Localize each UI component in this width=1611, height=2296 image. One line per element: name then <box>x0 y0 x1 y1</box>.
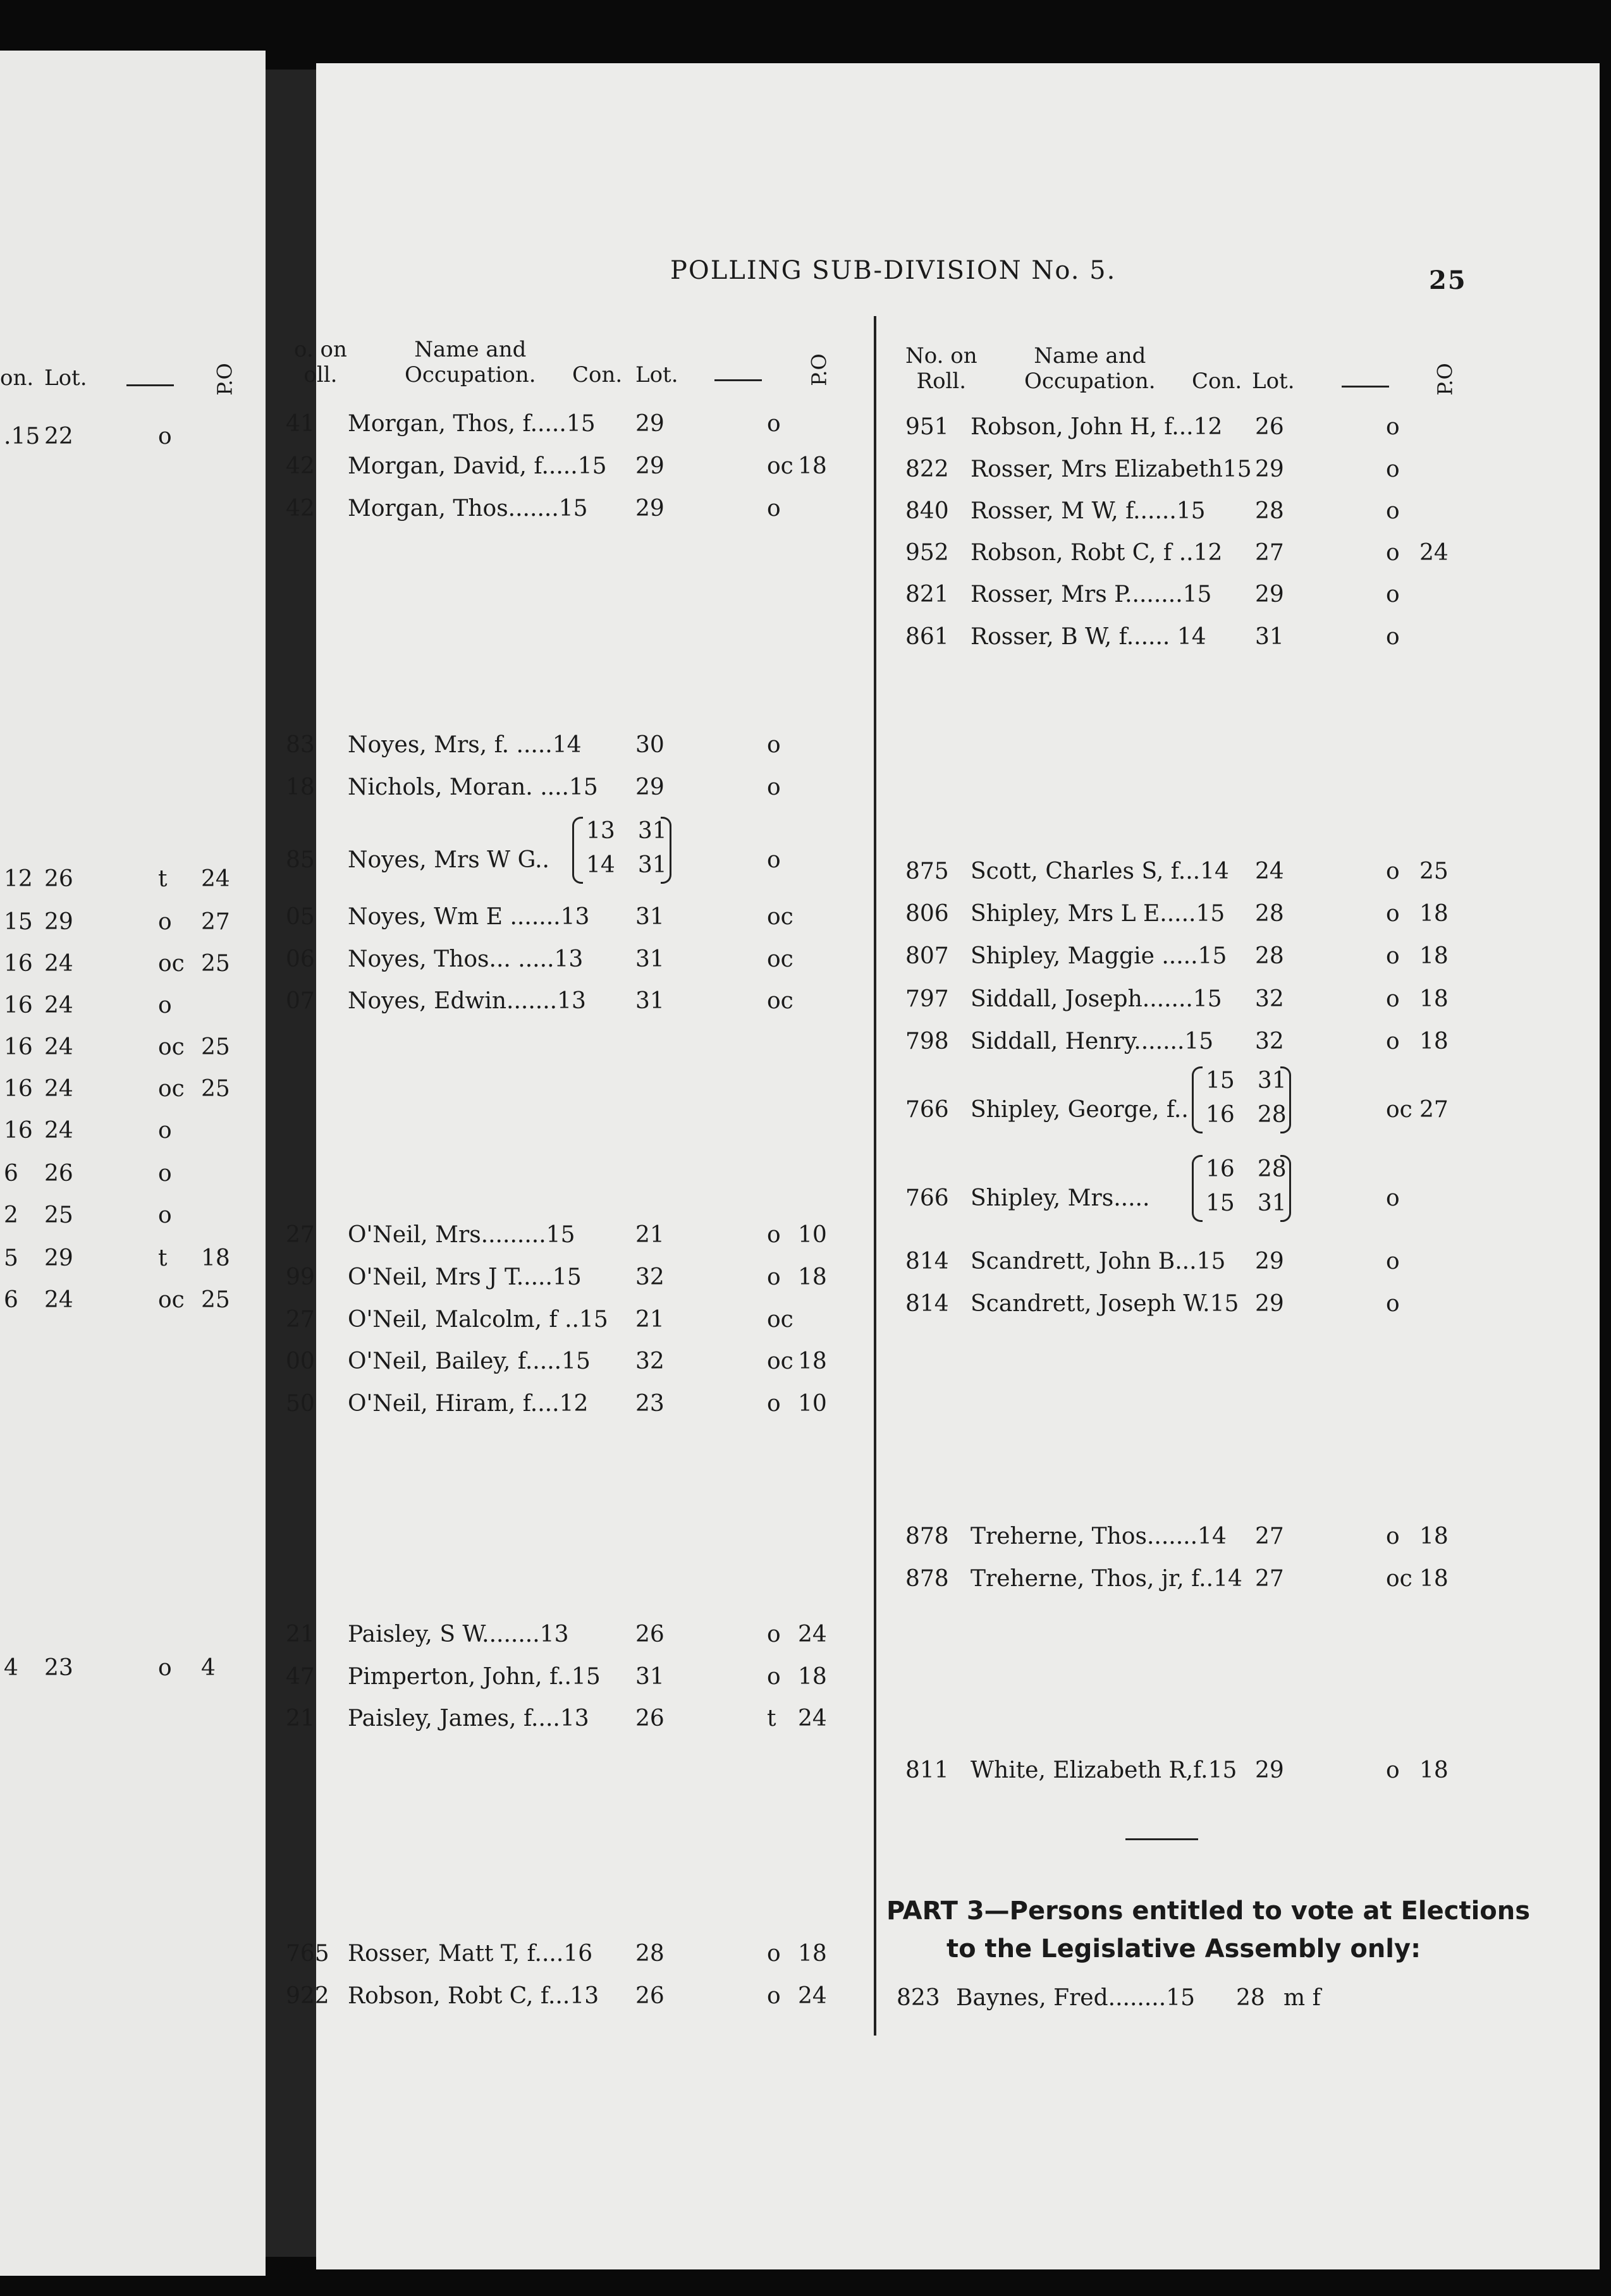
con-cell: 16 <box>4 992 33 1018</box>
po-cell: 18 <box>1419 1566 1449 1592</box>
status-cell: o <box>1386 858 1400 884</box>
con-cell: 15 <box>1206 1190 1235 1216</box>
name-occupation: Morgan, Thos, f.....15 <box>348 411 596 437</box>
roll-number: 41 <box>286 411 315 437</box>
po-cell: 25 <box>201 1034 230 1060</box>
part3-title-line2: to the Legislative Assembly only: <box>946 1934 1421 1963</box>
status-cell: o <box>767 411 781 437</box>
name-occupation: Scandrett, Joseph W.15 <box>971 1291 1239 1317</box>
lot-cell: 29 <box>1255 1757 1284 1783</box>
brace-left <box>572 817 583 884</box>
lot-cell: 32 <box>635 1264 665 1290</box>
status-cell: o <box>1386 1291 1400 1317</box>
lot-cell: 23 <box>635 1391 665 1417</box>
left-col-po-header: P.O <box>212 363 237 396</box>
roll-number: 766 <box>905 1097 949 1123</box>
name-occupation: O'Neil, Malcolm, f ..15 <box>348 1307 608 1333</box>
status-cell: o <box>767 1983 781 2009</box>
lot-cell: 29 <box>44 909 73 935</box>
status-cell: oc <box>767 904 793 930</box>
status-cell: o <box>1386 1757 1400 1783</box>
lot-cell: 21 <box>635 1307 665 1333</box>
status-cell: oc <box>1386 1097 1412 1123</box>
roll-number: 951 <box>905 414 949 440</box>
name-occupation: Noyes, Edwin.......13 <box>348 988 586 1014</box>
right-col-name-label: Name and Occupation. <box>1024 343 1156 394</box>
roll-number: 952 <box>905 540 949 566</box>
con-cell: 16 <box>1206 1156 1235 1182</box>
right-col-po-header: P.O <box>1433 363 1457 396</box>
status-cell: oc <box>158 1076 185 1102</box>
name-occupation: O'Neil, Hiram, f....12 <box>348 1391 589 1417</box>
po-cell: 25 <box>1419 858 1449 884</box>
status-cell: t <box>767 1706 776 1731</box>
con-cell: 16 <box>1206 1102 1235 1128</box>
roll-number: 814 <box>905 1249 949 1274</box>
lot-cell: 28 <box>1255 498 1284 524</box>
status-cell: o <box>1386 901 1400 927</box>
con-lot-pair <box>1206 1068 1287 1094</box>
lot-cell: 30 <box>635 732 665 758</box>
lot-cell: 31 <box>1257 1068 1287 1094</box>
lot-cell: 31 <box>635 946 665 972</box>
roll-number: 50 <box>286 1391 315 1417</box>
roll-number: 806 <box>905 901 949 927</box>
con-lot-pair <box>1206 1156 1287 1182</box>
section-separator <box>1125 1838 1198 1840</box>
name-occupation: Rosser, Matt T, f....16 <box>348 1941 593 1967</box>
roll-number: 85 <box>286 847 315 873</box>
po-cell: 4 <box>201 1655 216 1681</box>
po-cell: 27 <box>201 909 230 935</box>
roll-number: 07 <box>286 988 315 1014</box>
name-occupation: Robson, Robt C, f...13 <box>348 1983 599 2009</box>
po-cell: 27 <box>1419 1097 1449 1123</box>
po-cell: 18 <box>798 1348 827 1374</box>
roll-number: 27 <box>286 1307 315 1333</box>
lot-cell: 26 <box>1255 414 1284 440</box>
mid-col-po-header: P.O <box>807 353 831 386</box>
lot-cell: 29 <box>635 774 665 800</box>
name-occupation: Siddall, Joseph.......15 <box>971 986 1222 1012</box>
status-cell: o <box>767 732 781 758</box>
name-occupation: Scandrett, John B...15 <box>971 1249 1226 1274</box>
name-occupation: Shipley, George, f.. <box>971 1097 1189 1123</box>
status-cell: oc <box>158 1034 185 1060</box>
status-cell: oc <box>767 946 793 972</box>
lot-cell: 31 <box>1255 624 1284 650</box>
name-occupation: Robson, John H, f...12 <box>971 414 1223 440</box>
name-occupation: Paisley, James, f....13 <box>348 1706 589 1731</box>
con-cell: 16 <box>4 1118 33 1144</box>
roll-number: 05 <box>286 904 315 930</box>
lot-cell: 29 <box>1255 582 1284 608</box>
con-cell: 2 <box>4 1202 18 1228</box>
lot-cell: 29 <box>635 411 665 437</box>
roll-number: 823 <box>897 1985 940 2011</box>
lot-cell: 29 <box>1255 1291 1284 1317</box>
lot-cell: 31 <box>1257 1190 1287 1216</box>
po-cell: 18 <box>1419 943 1449 969</box>
name-occupation: Siddall, Henry.......15 <box>971 1029 1214 1054</box>
con-lot-pair <box>586 852 667 878</box>
name-occupation: Rosser, Mrs Elizabeth15 <box>971 456 1252 482</box>
name-occupation: O'Neil, Mrs.........15 <box>348 1222 575 1248</box>
lot-cell: 25 <box>44 1202 73 1228</box>
con-cell: 15 <box>4 909 33 935</box>
status-cell: o <box>767 1391 781 1417</box>
status-cell: oc <box>767 1348 793 1374</box>
lot-cell: 26 <box>44 866 73 892</box>
name-occupation: Treherne, Thos.......14 <box>971 1524 1227 1549</box>
status-cell: t <box>158 866 168 892</box>
con-cell: 12 <box>4 866 33 892</box>
page-number: 25 <box>1429 266 1467 295</box>
roll-number: 878 <box>905 1524 949 1549</box>
lot-cell: 29 <box>1255 456 1284 482</box>
right-col-con-header: Con. <box>1192 369 1242 394</box>
lot-cell: 29 <box>635 453 665 479</box>
po-cell: 18 <box>1419 986 1449 1012</box>
con-cell: 13 <box>586 818 615 844</box>
status-cell: o <box>1386 1524 1400 1549</box>
lot-cell: 24 <box>44 1287 73 1313</box>
roll-number: 821 <box>905 582 949 608</box>
po-cell: 18 <box>1419 1524 1449 1549</box>
po-cell: 18 <box>798 1664 827 1690</box>
lot-cell: 29 <box>44 1245 73 1271</box>
status-cell: oc <box>1386 1566 1412 1592</box>
lot-cell: 28 <box>1236 1985 1265 2011</box>
name-occupation: Rosser, M W, f......15 <box>971 498 1206 524</box>
mid-col-con-header: Con. <box>572 362 623 388</box>
po-cell: 24 <box>798 1706 827 1731</box>
lot-cell: 26 <box>635 1983 665 2009</box>
status-cell: o <box>1386 498 1400 524</box>
status-cell: o <box>158 1118 172 1144</box>
mid-col-no-label: o. on oll. <box>294 337 347 388</box>
roll-number: 814 <box>905 1291 949 1317</box>
lot-cell: 27 <box>1255 1524 1284 1549</box>
status-cell: o <box>158 1655 172 1681</box>
lot-cell: 28 <box>1255 943 1284 969</box>
status-cell: o <box>1386 540 1400 566</box>
con-cell: 15 <box>1206 1068 1235 1094</box>
roll-number: 21 <box>286 1706 315 1731</box>
name-occupation: O'Neil, Mrs J T.....15 <box>348 1264 582 1290</box>
status-cell: o <box>1386 986 1400 1012</box>
lot-cell: 31 <box>635 904 665 930</box>
roll-number: 766 <box>905 1185 949 1211</box>
lot-cell: 31 <box>635 1664 665 1690</box>
right-col-lot-header: Lot. <box>1252 369 1295 394</box>
po-cell: 18 <box>798 1264 827 1290</box>
roll-number: 922 <box>286 1983 329 2009</box>
con-lot-pair <box>586 818 667 844</box>
po-cell: 10 <box>798 1222 827 1248</box>
brace-left <box>1192 1066 1203 1133</box>
lot-cell: 32 <box>1255 986 1284 1012</box>
status-cell: o <box>767 1621 781 1647</box>
lot-cell: 26 <box>635 1706 665 1731</box>
name-occupation: Noyes, Mrs W G.. <box>348 847 549 873</box>
left-col-con-header: on. <box>0 365 34 391</box>
roll-number: 822 <box>905 456 949 482</box>
roll-number: 878 <box>905 1566 949 1592</box>
po-cell: 25 <box>201 1076 230 1102</box>
roll-number: 807 <box>905 943 949 969</box>
roll-number: 06 <box>286 946 315 972</box>
lot-cell: 24 <box>1255 858 1284 884</box>
con-cell: 16 <box>4 1034 33 1060</box>
left-col-lot-header: Lot. <box>44 365 87 391</box>
roll-number: 00 <box>286 1348 315 1374</box>
lot-cell: 31 <box>637 818 667 844</box>
lot-cell: 29 <box>1255 1249 1284 1274</box>
po-cell: 10 <box>798 1391 827 1417</box>
name-occupation: Noyes, Wm E .......13 <box>348 904 590 930</box>
status-cell: o <box>158 1202 172 1228</box>
roll-number: 797 <box>905 986 949 1012</box>
lot-cell: 29 <box>635 496 665 522</box>
con-cell: 14 <box>586 852 615 878</box>
lot-cell: 26 <box>44 1161 73 1187</box>
right-col-no-header <box>905 343 977 394</box>
lot-cell: 31 <box>635 988 665 1014</box>
page-title: POLLING SUB-DIVISION No. 5. <box>670 256 1117 285</box>
roll-number: 42 <box>286 496 315 522</box>
con-cell: 5 <box>4 1245 18 1271</box>
roll-number: 798 <box>905 1029 949 1054</box>
lot-cell: 31 <box>637 852 667 878</box>
lot-cell: 27 <box>1255 540 1284 566</box>
lot-cell: 26 <box>635 1621 665 1647</box>
po-cell: 18 <box>1419 901 1449 927</box>
status-cell: o <box>1386 943 1400 969</box>
lot-cell: 28 <box>1257 1156 1287 1182</box>
roll-number: 42 <box>286 453 315 479</box>
con-lot-pair <box>1206 1190 1287 1216</box>
brace-left <box>1192 1155 1203 1222</box>
status-cell: o <box>1386 456 1400 482</box>
status-cell: oc <box>767 453 793 479</box>
po-cell: 18 <box>798 453 827 479</box>
status-cell: o <box>158 1161 172 1187</box>
name-occupation: Shipley, Mrs..... <box>971 1185 1150 1211</box>
roll-number: 875 <box>905 858 949 884</box>
lot-cell: 28 <box>635 1941 665 1967</box>
mid-col-no-header <box>294 337 347 388</box>
mid-col-lot-header: Lot. <box>635 362 678 388</box>
lot-cell: 24 <box>44 1076 73 1102</box>
name-occupation: Morgan, Thos.......15 <box>348 496 588 522</box>
con-cell: .15 <box>4 424 40 449</box>
con-cell: 16 <box>4 1076 33 1102</box>
lot-cell: 21 <box>635 1222 665 1248</box>
status-cell: o <box>767 1664 781 1690</box>
con-cell: 16 <box>4 951 33 977</box>
po-cell: 25 <box>201 1287 230 1313</box>
roll-number: 861 <box>905 624 949 650</box>
name-occupation: Shipley, Mrs L E.....15 <box>971 901 1225 927</box>
lot-cell: 24 <box>44 1034 73 1060</box>
roll-number: 840 <box>905 498 949 524</box>
con-cell: 6 <box>4 1161 18 1187</box>
lot-cell: 28 <box>1255 901 1284 927</box>
status-cell: o <box>1386 1029 1400 1054</box>
name-occupation: Paisley, S W........13 <box>348 1621 569 1647</box>
lot-cell: 23 <box>44 1655 73 1681</box>
roll-number: 18 <box>286 774 315 800</box>
name-occupation: Pimperton, John, f..15 <box>348 1664 601 1690</box>
name-occupation: Treherne, Thos, jr, f..14 <box>971 1566 1242 1592</box>
status-cell: oc <box>767 988 793 1014</box>
mid-col-dash <box>714 379 762 381</box>
roll-number: 811 <box>905 1757 949 1783</box>
status-cell: o <box>1386 1185 1400 1211</box>
po-cell: 24 <box>201 866 230 892</box>
right-col-name-header <box>1024 343 1156 394</box>
name-occupation: Rosser, Mrs P........15 <box>971 582 1212 608</box>
book-gutter <box>266 70 316 2257</box>
name-occupation: Robson, Robt C, f ..12 <box>971 540 1223 566</box>
name-occupation: O'Neil, Bailey, f.....15 <box>348 1348 591 1374</box>
status-cell: o <box>767 1941 781 1967</box>
column-divider <box>874 316 876 2036</box>
con-cell: 4 <box>4 1655 18 1681</box>
lot-cell: 32 <box>1255 1029 1284 1054</box>
mid-col-name-header <box>405 337 536 388</box>
lot-cell: 22 <box>44 424 73 449</box>
status-cell: o <box>1386 1249 1400 1274</box>
name-occupation: Shipley, Maggie .....15 <box>971 943 1227 969</box>
name-occupation: Noyes, Thos... .....13 <box>348 946 584 972</box>
status-cell: t <box>158 1245 168 1271</box>
name-occupation: Rosser, B W, f...... 14 <box>971 624 1206 650</box>
status-cell: o <box>1386 624 1400 650</box>
name-occupation: Morgan, David, f.....15 <box>348 453 607 479</box>
right-col-dash <box>1342 386 1389 388</box>
status-cell: o <box>1386 582 1400 608</box>
part3-title-line1: PART 3—Persons entitled to vote at Elections <box>886 1896 1531 1926</box>
po-cell: 18 <box>798 1941 827 1967</box>
name-occupation: Noyes, Mrs, f. .....14 <box>348 732 582 758</box>
status-cell: o <box>767 774 781 800</box>
status-cell: o <box>767 1264 781 1290</box>
po-cell: 24 <box>1419 540 1449 566</box>
mid-col-name-label: Name and Occupation. <box>405 337 536 388</box>
lot-cell: 24 <box>44 992 73 1018</box>
status-cell: o <box>767 847 781 873</box>
status-cell: o <box>158 424 172 449</box>
left-col-dash <box>126 384 174 386</box>
roll-number: 47 <box>286 1664 315 1690</box>
roll-number: 27 <box>286 1222 315 1248</box>
name-occupation: White, Elizabeth R,f.15 <box>971 1757 1237 1783</box>
po-cell: 18 <box>1419 1757 1449 1783</box>
status-cell: o <box>767 1222 781 1248</box>
name-occupation: Baynes, Fred........15 <box>956 1985 1195 2011</box>
status-cell: m f <box>1283 1985 1321 2011</box>
lot-cell: 24 <box>44 951 73 977</box>
status-cell: o <box>158 992 172 1018</box>
lot-cell: 24 <box>44 1118 73 1144</box>
po-cell: 18 <box>201 1245 230 1271</box>
status-cell: o <box>1386 414 1400 440</box>
status-cell: oc <box>158 951 185 977</box>
po-cell: 18 <box>1419 1029 1449 1054</box>
po-cell: 24 <box>798 1983 827 2009</box>
status-cell: oc <box>158 1287 185 1313</box>
roll-number: 83 <box>286 732 315 758</box>
roll-number: 99 <box>286 1264 315 1290</box>
roll-number: 21 <box>286 1621 315 1647</box>
status-cell: o <box>767 496 781 522</box>
right-col-no-label: No. on Roll. <box>905 343 977 394</box>
name-occupation: Scott, Charles S, f...14 <box>971 858 1229 884</box>
lot-cell: 27 <box>1255 1566 1284 1592</box>
roll-number: 765 <box>286 1941 329 1967</box>
lot-cell: 32 <box>635 1348 665 1374</box>
lot-cell: 28 <box>1257 1102 1287 1128</box>
po-cell: 24 <box>798 1621 827 1647</box>
po-cell: 25 <box>201 951 230 977</box>
name-occupation: Nichols, Moran. ....15 <box>348 774 598 800</box>
status-cell: oc <box>767 1307 793 1333</box>
con-cell: 6 <box>4 1287 18 1313</box>
con-lot-pair <box>1206 1102 1287 1128</box>
status-cell: o <box>158 909 172 935</box>
